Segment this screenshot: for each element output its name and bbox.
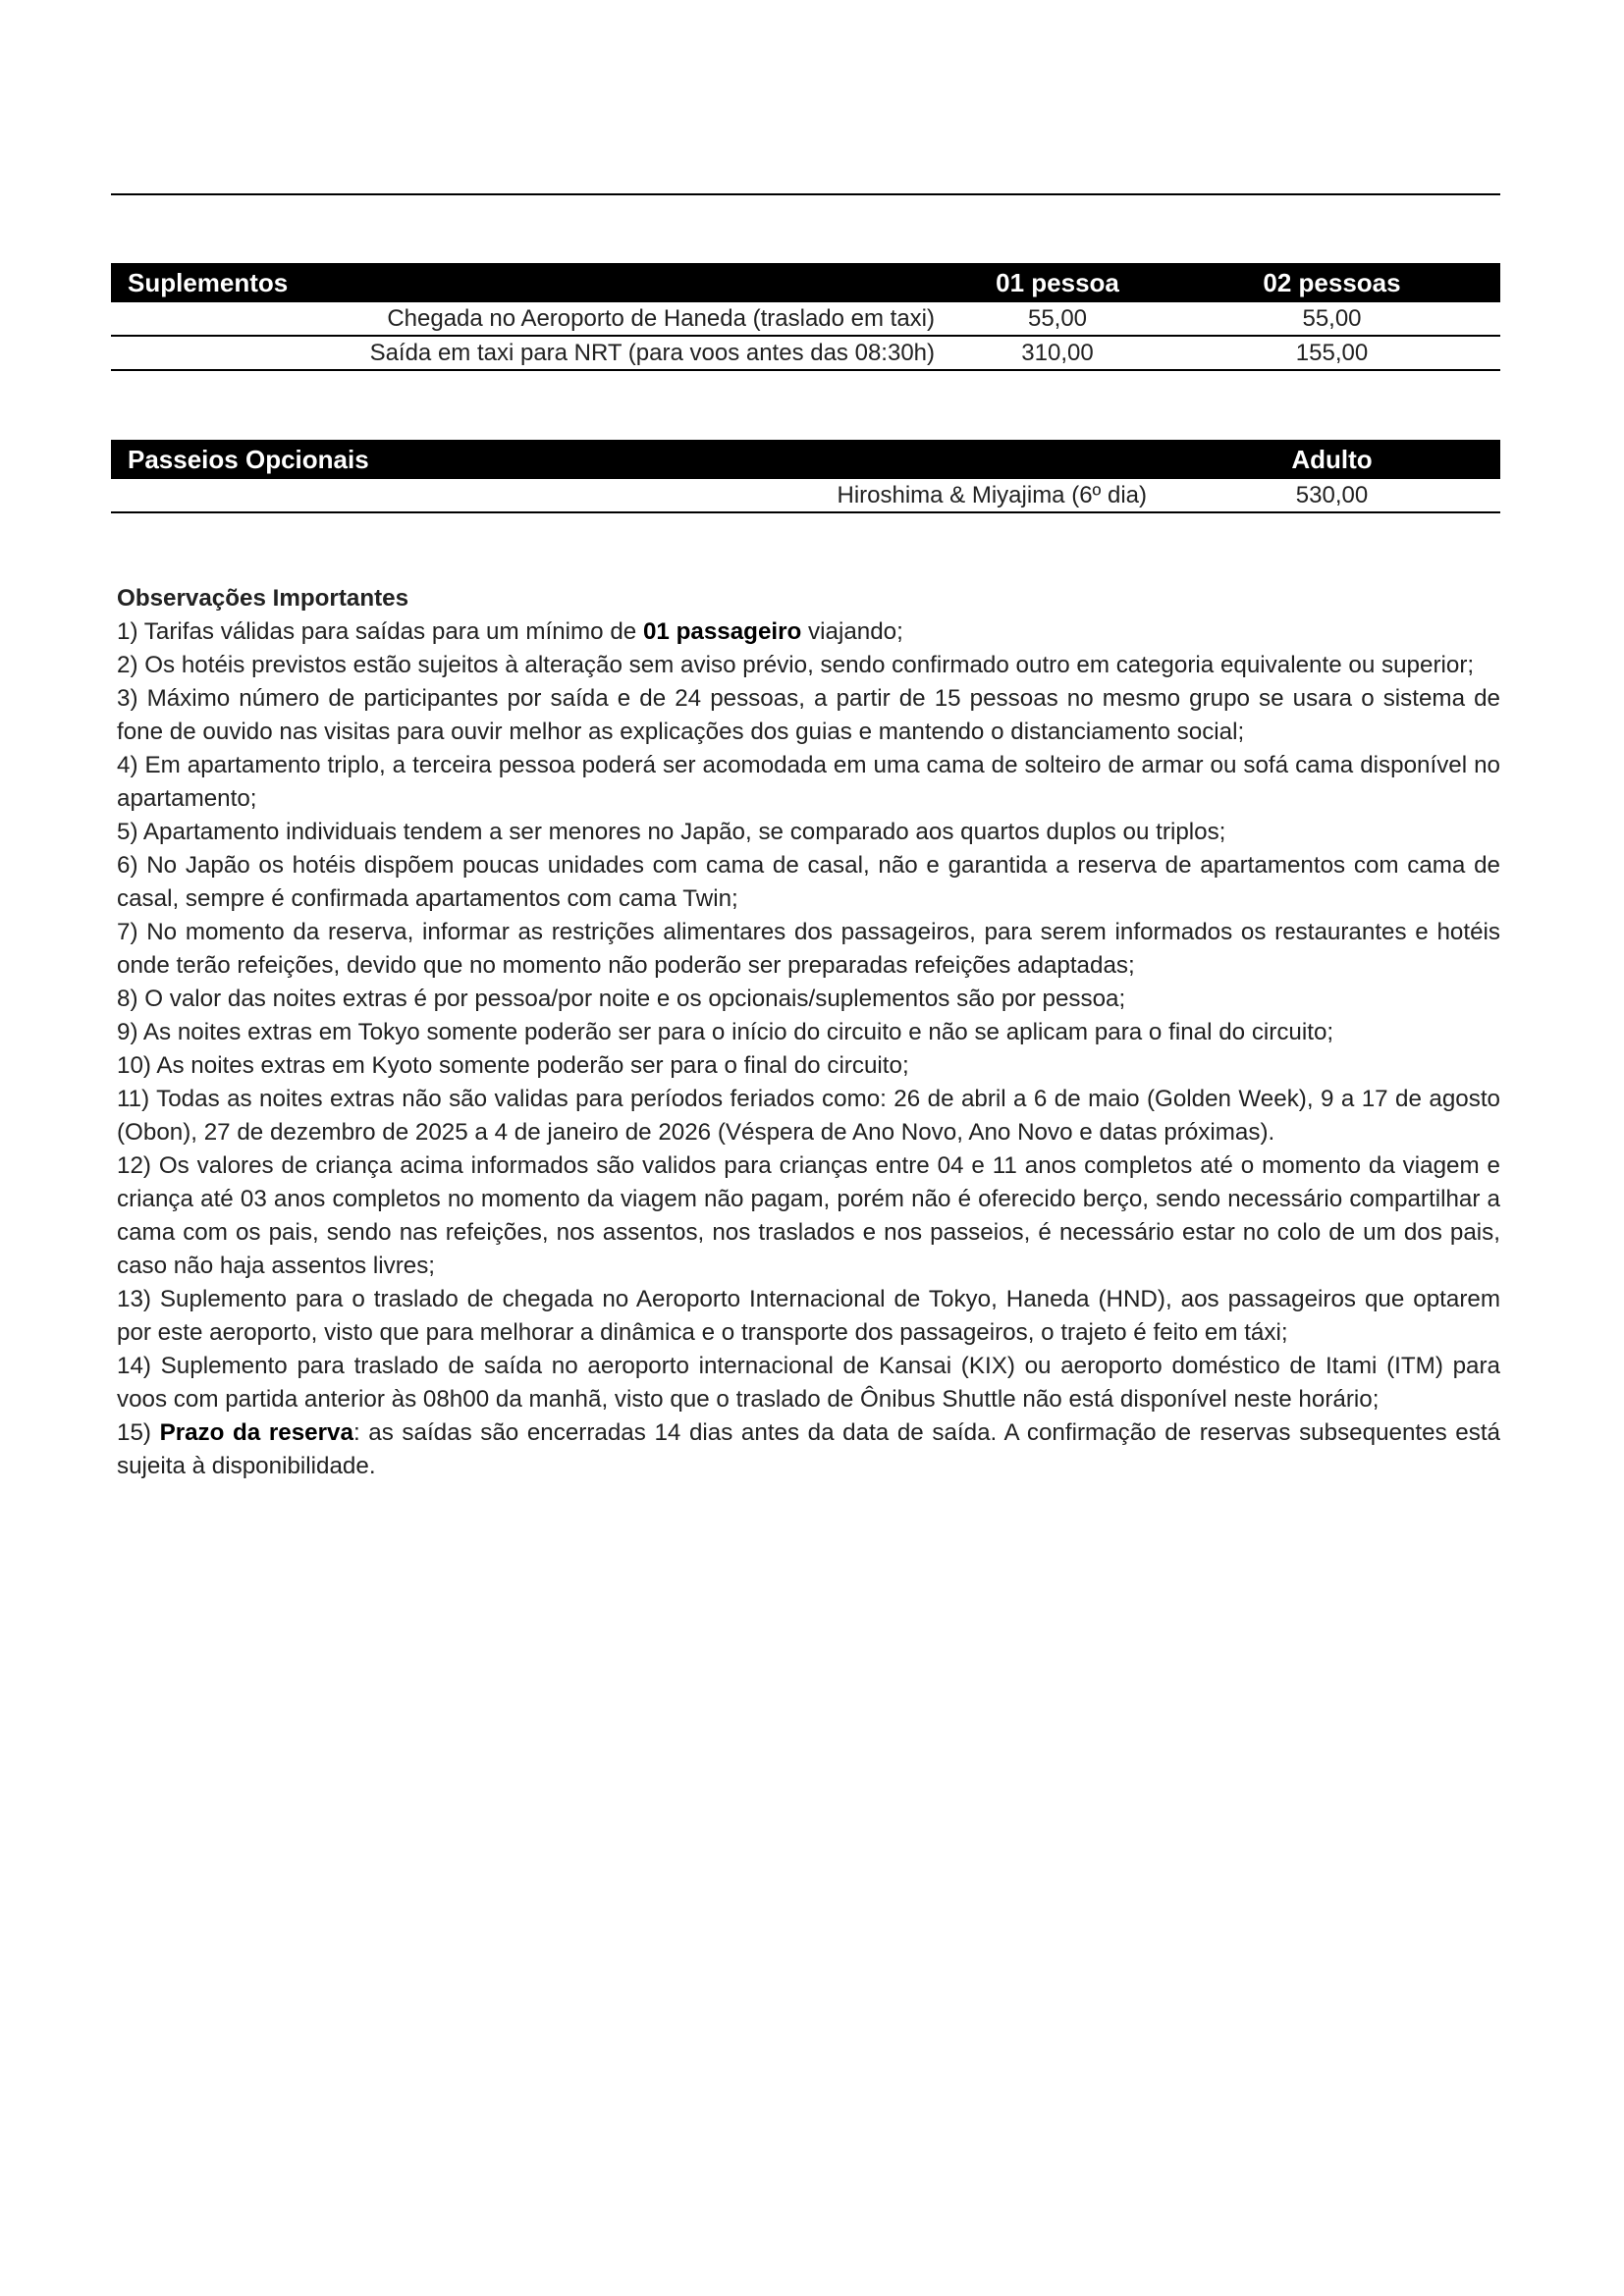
note-text: viajando; xyxy=(801,618,903,645)
row-description: Chegada no Aeroporto de Haneda (traslado em taxi) xyxy=(111,302,951,336)
row-description: Hiroshima & Miyajima (6º dia) xyxy=(111,479,1164,512)
row-price-01: 55,00 xyxy=(951,302,1164,336)
row-price-01: 310,00 xyxy=(951,336,1164,370)
passeios-opcionais-table xyxy=(111,440,1500,513)
note-text: : as saídas são encerradas 14 dias antes da data de saída. A confirmação de reservas subsequentes está sujeita à disponibilidade. xyxy=(117,1419,1500,1479)
note-item: 10) As noites extras em Kyoto somente poderão ser para o final do circuito; xyxy=(117,1052,909,1079)
suplementos-table xyxy=(111,263,1500,371)
note-item: 12) Os valores de criança acima informados são validos para crianças entre 04 e 11 anos completos até o momento da viagem e criança até 03 anos completos no momento da viagem não pagam, porém não é oferecido berço, sendo necessário compartilhar a cama com os pais, sendo nas refeições, nos assentos, nos traslados e nos passeios, é necessário estar no colo de um dos pais, caso não haja assentos livres; xyxy=(117,1152,1500,1279)
note-bold-text: 01 passageiro xyxy=(642,618,802,645)
table-row xyxy=(111,336,1500,370)
note-item: 5) Apartamento individuais tendem a ser menores no Japão, se comparado aos quartos duplos ou triplos; xyxy=(117,819,1226,845)
observacoes-title: Observações Importantes xyxy=(117,585,409,612)
passeios-header-row xyxy=(111,440,1500,479)
note-item: 4) Em apartamento triplo, a terceira pessoa poderá ser acomodada em uma cama de solteiro de armar ou sofá cama disponível no apartamento; xyxy=(117,752,1500,812)
passeios-title: Passeios Opcionais xyxy=(111,440,1164,479)
note-item: 3) Máximo número de participantes por saída e de 24 pessoas, a partir de 15 pessoas no mesmo grupo se usara o sistema de fone de ouvido nas visitas para ouvir melhor as explicações dos guias e mantendo o distanciamento social; xyxy=(117,685,1500,745)
table-row xyxy=(111,479,1500,512)
note-item: 7) No momento da reserva, informar as restrições alimentares dos passageiros, para serem informados os restaurantes e hotéis onde terão refeições, devido que no momento não poderão ser preparadas refeições adaptadas; xyxy=(117,919,1500,979)
note-text: 15) xyxy=(117,1419,160,1446)
col-02-pessoas-header: 02 pessoas xyxy=(1164,263,1500,302)
row-price-02: 55,00 xyxy=(1164,302,1500,336)
row-price-adulto: 530,00 xyxy=(1164,479,1500,512)
note-text: 1) Tarifas válidas para saídas para um mínimo de xyxy=(117,618,643,645)
note-item: 11) Todas as noites extras não são validas para períodos feriados como: 26 de abril a 6 de maio (Golden Week), 9 a 17 de agosto (Obon), 27 de dezembro de 2025 a 4 de janeiro de 2026 (Véspera de Ano Novo, Ano Novo e datas próximas). xyxy=(117,1086,1500,1146)
row-price-02: 155,00 xyxy=(1164,336,1500,370)
col-adulto-header: Adulto xyxy=(1164,440,1500,479)
note-item: 8) O valor das noites extras é por pessoa/por noite e os opcionais/suplementos são por pessoa; xyxy=(117,986,1126,1012)
observacoes-section xyxy=(117,582,1500,1483)
note-item: 9) As noites extras em Tokyo somente poderão ser para o início do circuito e não se aplicam para o final do circuito; xyxy=(117,1019,1334,1045)
note-item xyxy=(117,615,1500,649)
note-item: 14) Suplemento para traslado de saída no aeroporto internacional de Kansai (KIX) ou aeroporto doméstico de Itami (ITM) para voos com partida anterior às 08h00 da manhã, visto que o traslado de Ônibus Shuttle não está disponível neste horário; xyxy=(117,1353,1500,1413)
note-item: 13) Suplemento para o traslado de chegada no Aeroporto Internacional de Tokyo, Haneda (HND), aos passageiros que optarem por este aeroporto, visto que para melhorar a dinâmica e o transporte dos passageiros, o trajeto é feito em táxi; xyxy=(117,1286,1500,1346)
note-item: 6) No Japão os hotéis dispõem poucas unidades com cama de casal, não e garantida a reserva de apartamentos com cama de casal, sempre é confirmada apartamentos com cama Twin; xyxy=(117,852,1500,912)
table-row xyxy=(111,302,1500,336)
suplementos-header-row xyxy=(111,263,1500,302)
row-description: Saída em taxi para NRT (para voos antes das 08:30h) xyxy=(111,336,951,370)
top-divider xyxy=(111,193,1500,195)
note-item xyxy=(117,1416,1500,1483)
note-bold-text: Prazo da reserva xyxy=(159,1419,353,1446)
col-01-pessoa-header: 01 pessoa xyxy=(951,263,1164,302)
suplementos-title: Suplementos xyxy=(111,263,951,302)
note-item: 2) Os hotéis previstos estão sujeitos à alteração sem aviso prévio, sendo confirmado outro em categoria equivalente ou superior; xyxy=(117,652,1475,678)
